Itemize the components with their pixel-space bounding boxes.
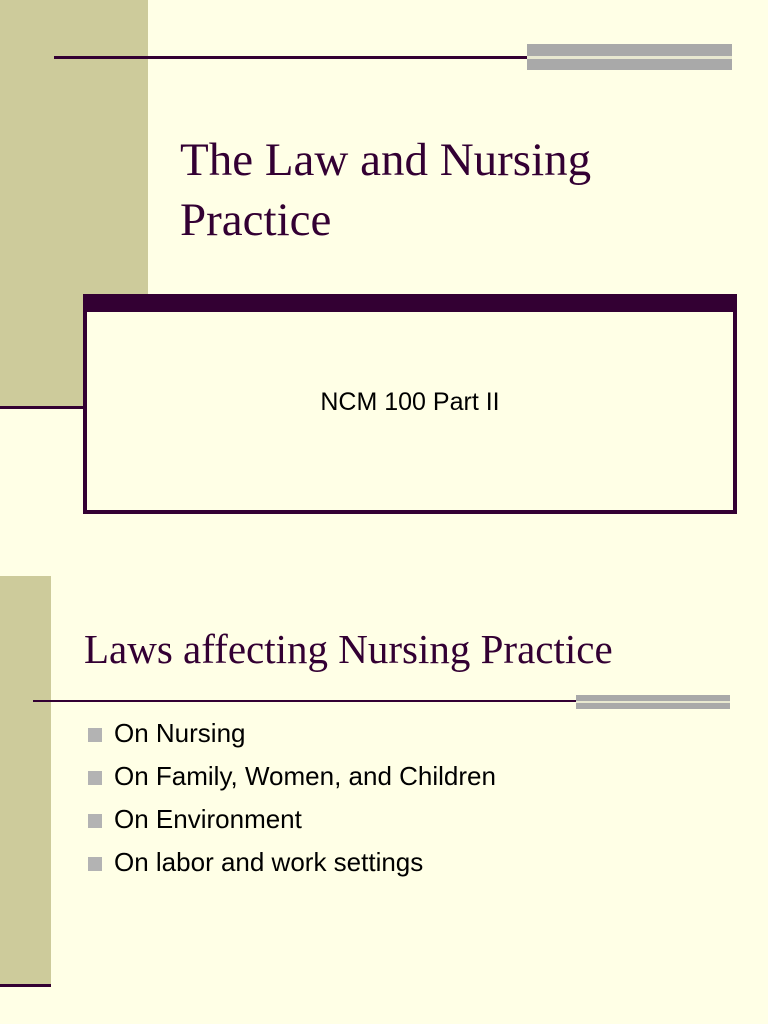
square-bullet-icon xyxy=(88,857,102,871)
content-slide xyxy=(0,576,768,1024)
sidebar-rule xyxy=(0,406,84,409)
square-bullet-icon xyxy=(88,771,102,785)
bullet-item xyxy=(86,716,496,759)
bullet-text: On Environment xyxy=(114,804,302,834)
sidebar-decoration xyxy=(0,576,51,986)
sidebar-rule xyxy=(0,984,51,987)
grey-accent-bar xyxy=(527,44,732,70)
bullet-item xyxy=(86,845,496,888)
square-bullet-icon xyxy=(88,728,102,742)
subtitle-box xyxy=(83,294,737,514)
slide-title: The Law and Nursing Practice xyxy=(180,134,592,246)
slide-title: Laws affecting Nursing Practice xyxy=(84,626,613,672)
bullet-text: On Family, Women, and Children xyxy=(114,761,496,791)
bullet-text: On labor and work settings xyxy=(114,847,424,877)
bullet-text: On Nursing xyxy=(114,718,246,748)
bullet-item xyxy=(86,759,496,802)
bullet-item xyxy=(86,802,496,845)
bullet-list xyxy=(86,716,496,888)
slide-subtitle: NCM 100 Part II xyxy=(320,388,500,416)
grey-accent-bar xyxy=(576,695,730,709)
square-bullet-icon xyxy=(88,814,102,828)
